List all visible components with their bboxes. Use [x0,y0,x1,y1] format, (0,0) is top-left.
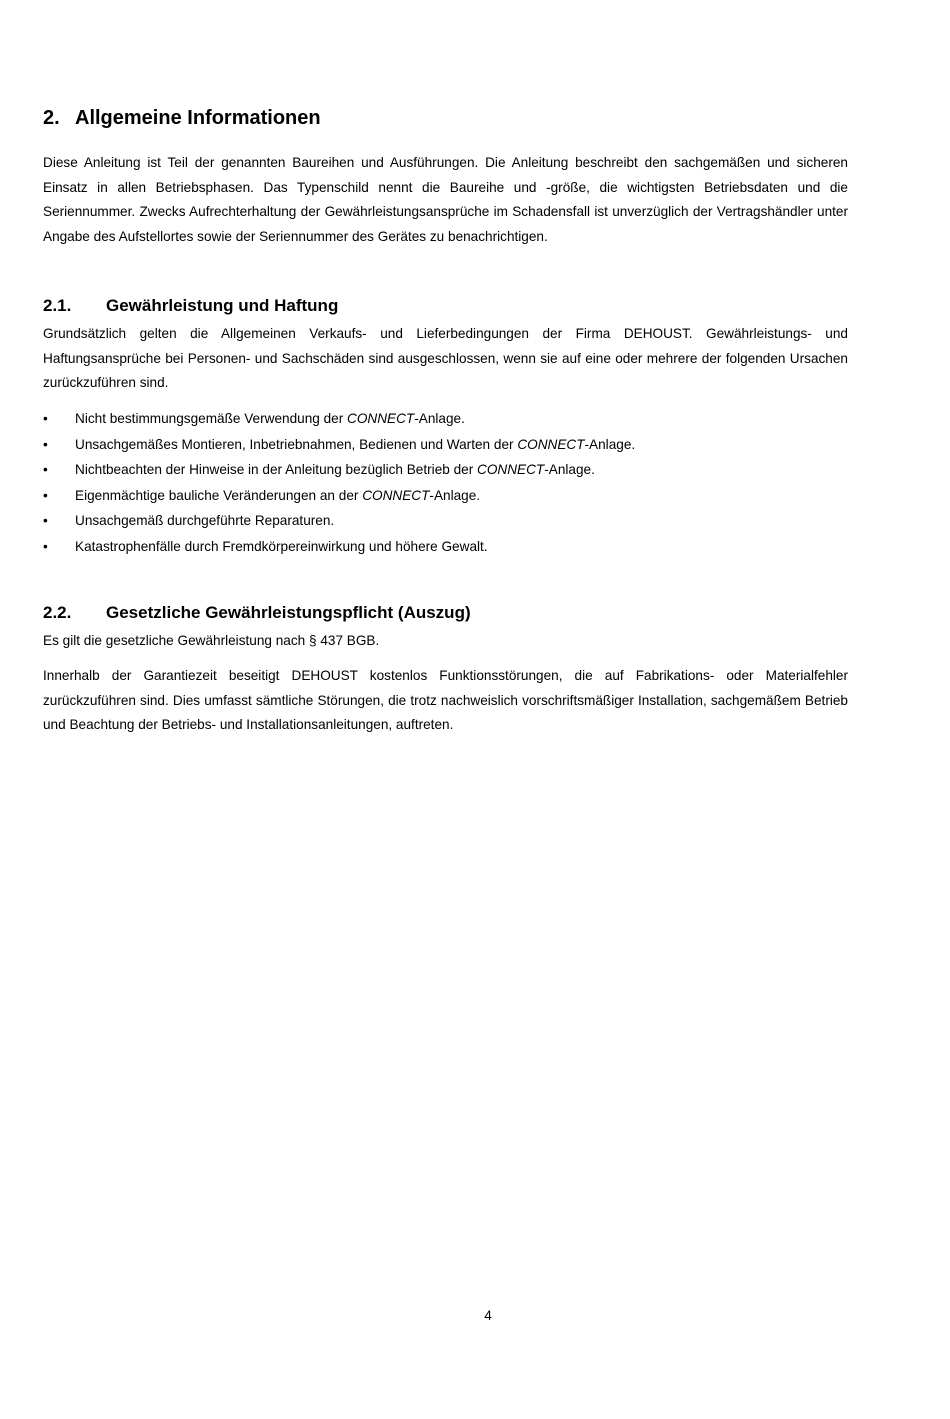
section-intro-paragraph: Diese Anleitung ist Teil der genannten Baureihen und Ausführungen. Die Anleitung beschreibt den sachgemäßen und sicheren Einsatz in allen Betriebsphasen. Das Typenschild nennt die Baureihe und -größe, die wichtigsten Betriebsdaten und die Seriennummer. Zwecks Aufrechterhaltung der Gewährleistungsansprüche im Schadensfall ist unverzüglich der Vertragshändler unter Angabe des Aufstellortes sowie der Seriennummer des Gerätes zu benachrichtigen. [43,155,848,245]
list-item: • Katastrophenfälle durch Fremdkörpereinwirkung und höhere Gewalt. [43,534,635,560]
section-title: Allgemeine Informationen [75,107,321,129]
guarantee-paragraph: Innerhalb der Garantiezeit beseitigt DEHOUST kostenlos Funktionsstörungen, die auf Fabrikations- oder Materialfehler zurückzuführen sind. Dies umfasst sämtliche Störungen, die trotz nachweislich vorschriftsmäßiger Installation, sachgemäßem Betrieb und Beachtung der Betriebs- und Installationsanleitungen, auftreten. [43,668,848,733]
exclusion-list [43,406,635,560]
subsection-title: Gesetzliche Gewährleistungspflicht (Auszug) [106,603,471,622]
subsection-heading-warranty [43,296,338,316]
subsection-number: 2.1. [43,296,72,315]
legal-warranty-paragraph: Es gilt die gesetzliche Gewährleistung nach § 437 BGB. [43,633,380,648]
subsection-number: 2.2. [43,603,72,622]
list-item: • Nicht bestimmungsgemäße Verwendung der CONNECT-Anlage. [43,406,635,432]
list-item: • Unsachgemäß durchgeführte Reparaturen. [43,508,635,534]
section-number: 2. [43,107,60,129]
section-heading [43,107,321,130]
page-number: 4 [484,1308,492,1323]
list-item: • Unsachgemäßes Montieren, Inbetriebnahmen, Bedienen und Warten der CONNECT-Anlage. [43,432,635,458]
warranty-paragraph: Grundsätzlich gelten die Allgemeinen Verkaufs- und Lieferbedingungen der Firma DEHOUST. Gewährleistungs- und Haftungsansprüche bei Personen- und Sachschäden sind ausgeschlossen, wenn sie auf eine oder mehrere der folgenden Ursachen zurückzuführen sind. [43,326,848,391]
list-item: • Nichtbeachten der Hinweise in der Anleitung bezüglich Betrieb der CONNECT-Anlage. [43,457,635,483]
list-item: • Eigenmächtige bauliche Veränderungen an der CONNECT-Anlage. [43,483,635,509]
subsection-heading-legal-warranty [43,603,471,623]
subsection-title: Gewährleistung und Haftung [106,296,339,315]
